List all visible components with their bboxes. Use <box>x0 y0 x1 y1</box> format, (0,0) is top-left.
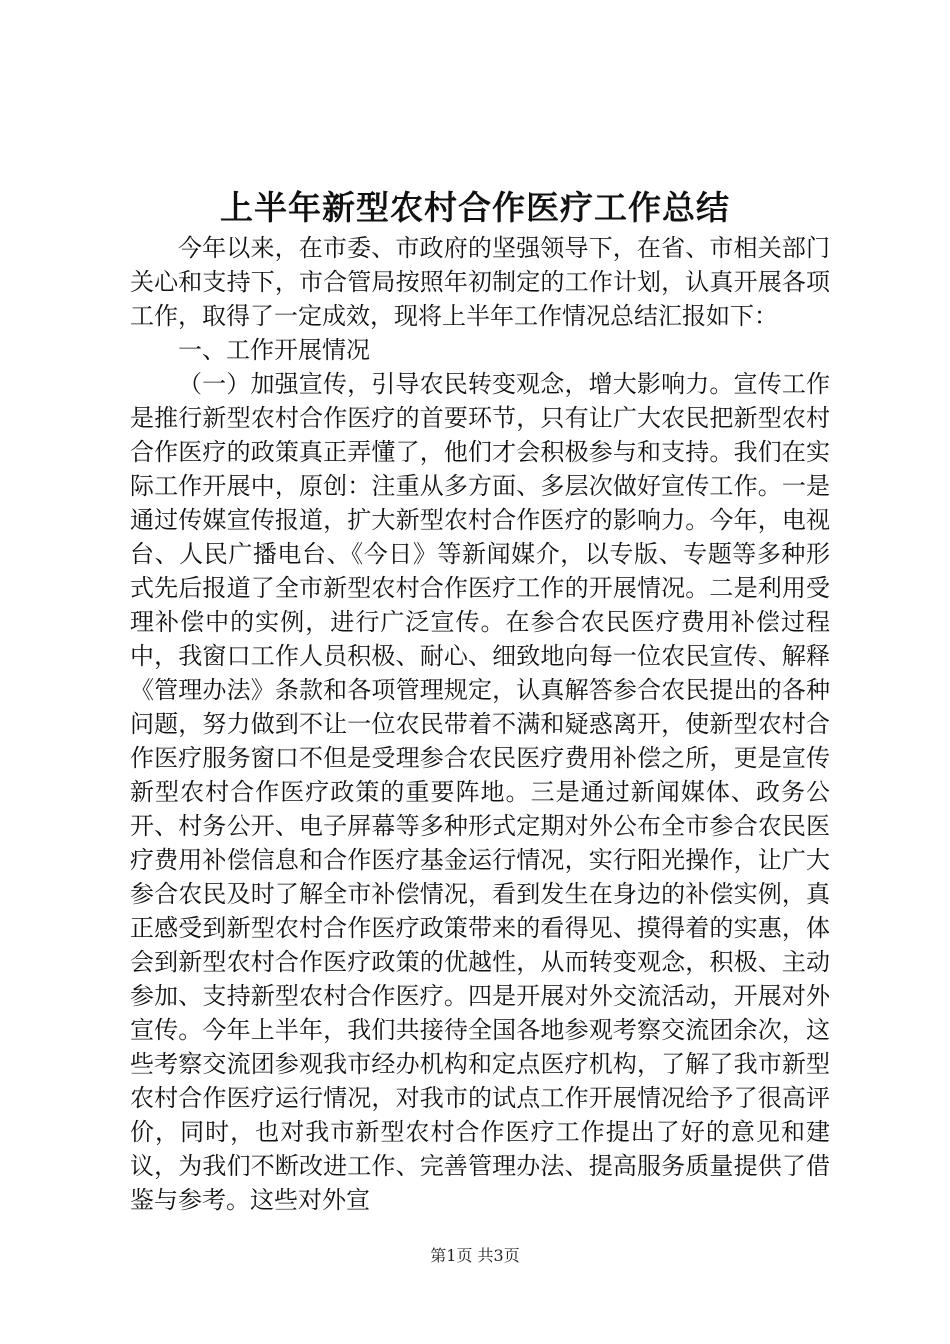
page-footer: 第1页 共3页 <box>430 1246 520 1265</box>
paragraph-publicity: （一）加强宣传，引导农民转变观念，增大影响力。宣传工作是推行新型农村合作医疗的首要环节，只有让广大农民把新型农村合作医疗的政策真正弄懂了，他们才会积极参与和支持。我们在实际工作开展中，原创：注重从多方面、多层次做好宣传工作。一是通过传媒宣传报道，扩大新型农村合作医疗的影响力。今年，电视台、人民广播电台、《今日》等新闻媒介，以专版、专题等多种形式先后报道了全市新型农村合作医疗工作的开展情况。二是利用受理补偿中的实例，进行广泛宣传。在参合农民医疗费用补偿过程中，我窗口工作人员积极、耐心、细致地向每一位农民宣传、解释《管理办法》条款和各项管理规定，认真解答参合农民提出的各种问题，努力做到不让一位农民带着不满和疑惑离开，使新型农村合作医疗服务窗口不但是受理参合农民医疗费用补偿之所，更是宣传新型农村合作医疗政策的重要阵地。三是通过新闻媒体、政务公开、村务公开、电子屏幕等多种形式定期对外公布全市参合农民医疗费用补偿信息和合作医疗基金运行情况，实行阳光操作，让广大参合农民及时了解全市补偿情况，看到发生在身边的补偿实例，真正感受到新型农村合作医疗政策带来的看得见、摸得着的实惠，体会到新型农村合作医疗政策的优越性，从而转变观念，积极、主动参加、支持新型农村合作医疗。四是开展对外交流活动，开展对外宣传。今年上半年，我们共接待全国各地参观考察交流团余次，这些考察交流团参观我市经办机构和定点医疗机构，了解了我市新型农村合作医疗运行情况，对我市的试点工作开展情况给予了很高评价，同时，也对我市新型农村合作医疗工作提出了好的意见和建议，为我们不断改进工作、完善管理办法、提高服务质量提供了借鉴与参考。这些对外宣 <box>130 370 830 1214</box>
section-heading: 一、工作开展情况 <box>178 336 370 364</box>
document-body <box>130 231 830 1217</box>
document-title: 上半年新型农村合作医疗工作总结 <box>220 188 730 227</box>
paragraph-intro: 今年以来，在市委、市政府的坚强领导下，在省、市相关部门关心和支持下，市合管局按照年初制定的工作计划，认真开展各项工作，取得了一定成效，现将上半年工作情况总结汇报如下： <box>130 234 830 330</box>
